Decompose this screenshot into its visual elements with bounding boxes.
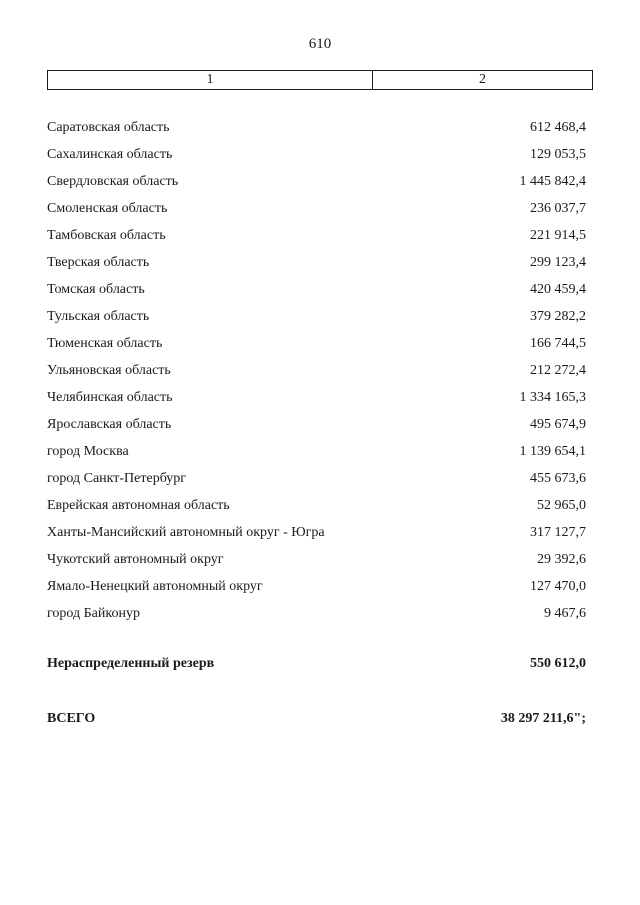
table-row: [47, 141, 586, 168]
page-number: 610: [308, 36, 332, 52]
region-value: 221 914,5: [530, 228, 586, 243]
region-value: 212 272,4: [530, 363, 586, 378]
region-value: 29 392,6: [537, 552, 586, 567]
total-label: ВСЕГО: [47, 711, 96, 726]
region-name: Еврейская автономная область: [47, 498, 230, 513]
region-value: 1 445 842,4: [519, 174, 586, 189]
region-value: 379 282,2: [530, 309, 586, 324]
table-row: [47, 438, 586, 465]
region-value: 612 468,4: [530, 120, 586, 135]
region-name: Чукотский автономный округ: [47, 552, 224, 567]
table-row: [47, 168, 586, 195]
region-name: Ямало-Ненецкий автономный округ: [47, 579, 263, 594]
region-name: город Москва: [47, 444, 129, 459]
region-value: 317 127,7: [530, 525, 586, 540]
table-row: [47, 330, 586, 357]
region-list: [47, 114, 586, 627]
region-name: Тульская область: [47, 309, 150, 324]
region-name: город Санкт-Петербург: [47, 471, 187, 486]
table-row: [47, 249, 586, 276]
region-name: Саратовская область: [47, 120, 170, 135]
reserve-label: Нераспределенный резерв: [47, 656, 215, 671]
table-row: [47, 492, 586, 519]
region-name: Челябинская область: [47, 390, 173, 405]
table-row: [47, 384, 586, 411]
region-value: 1 139 654,1: [519, 444, 586, 459]
column-header-table: [47, 70, 593, 90]
table-row: [47, 114, 586, 141]
table-row: [47, 195, 586, 222]
table-row: [47, 222, 586, 249]
table-row: [47, 357, 586, 384]
table-row: [47, 465, 586, 492]
total-value: 38 297 211,6";: [500, 711, 586, 726]
region-name: Тамбовская область: [47, 228, 166, 243]
total-row: [47, 711, 586, 727]
table-row: [47, 519, 586, 546]
region-value: 1 334 165,3: [519, 390, 586, 405]
table-row: [47, 411, 586, 438]
region-value: 236 037,7: [530, 201, 586, 216]
region-name: Ульяновская область: [47, 363, 171, 378]
region-value: 495 674,9: [530, 417, 586, 432]
region-name: Сахалинская область: [47, 147, 173, 162]
table-row: [47, 276, 586, 303]
region-name: Ханты-Мансийский автономный округ - Югра: [47, 525, 325, 540]
column-header-2: 2: [479, 72, 486, 87]
table-row: [47, 546, 586, 573]
table-row: [47, 573, 586, 600]
table-row: [47, 303, 586, 330]
region-value: 455 673,6: [530, 471, 586, 486]
region-name: Тюменская область: [47, 336, 163, 351]
region-value: 299 123,4: [530, 255, 586, 270]
region-value: 420 459,4: [530, 282, 586, 297]
table-row: [47, 600, 586, 627]
region-name: Томская область: [47, 282, 145, 297]
region-value: 9 467,6: [544, 606, 586, 621]
reserve-value: 550 612,0: [530, 656, 586, 671]
region-name: Ярославская область: [47, 417, 172, 432]
region-name: Смоленская область: [47, 201, 168, 216]
region-name: Тверская область: [47, 255, 150, 270]
region-value: 52 965,0: [537, 498, 586, 513]
region-name: Свердловская область: [47, 174, 179, 189]
region-value: 166 744,5: [530, 336, 586, 351]
column-header-1: 1: [48, 71, 373, 89]
reserve-row: [47, 656, 586, 672]
region-value: 129 053,5: [530, 147, 586, 162]
region-name: город Байконур: [47, 606, 140, 621]
region-value: 127 470,0: [530, 579, 586, 594]
